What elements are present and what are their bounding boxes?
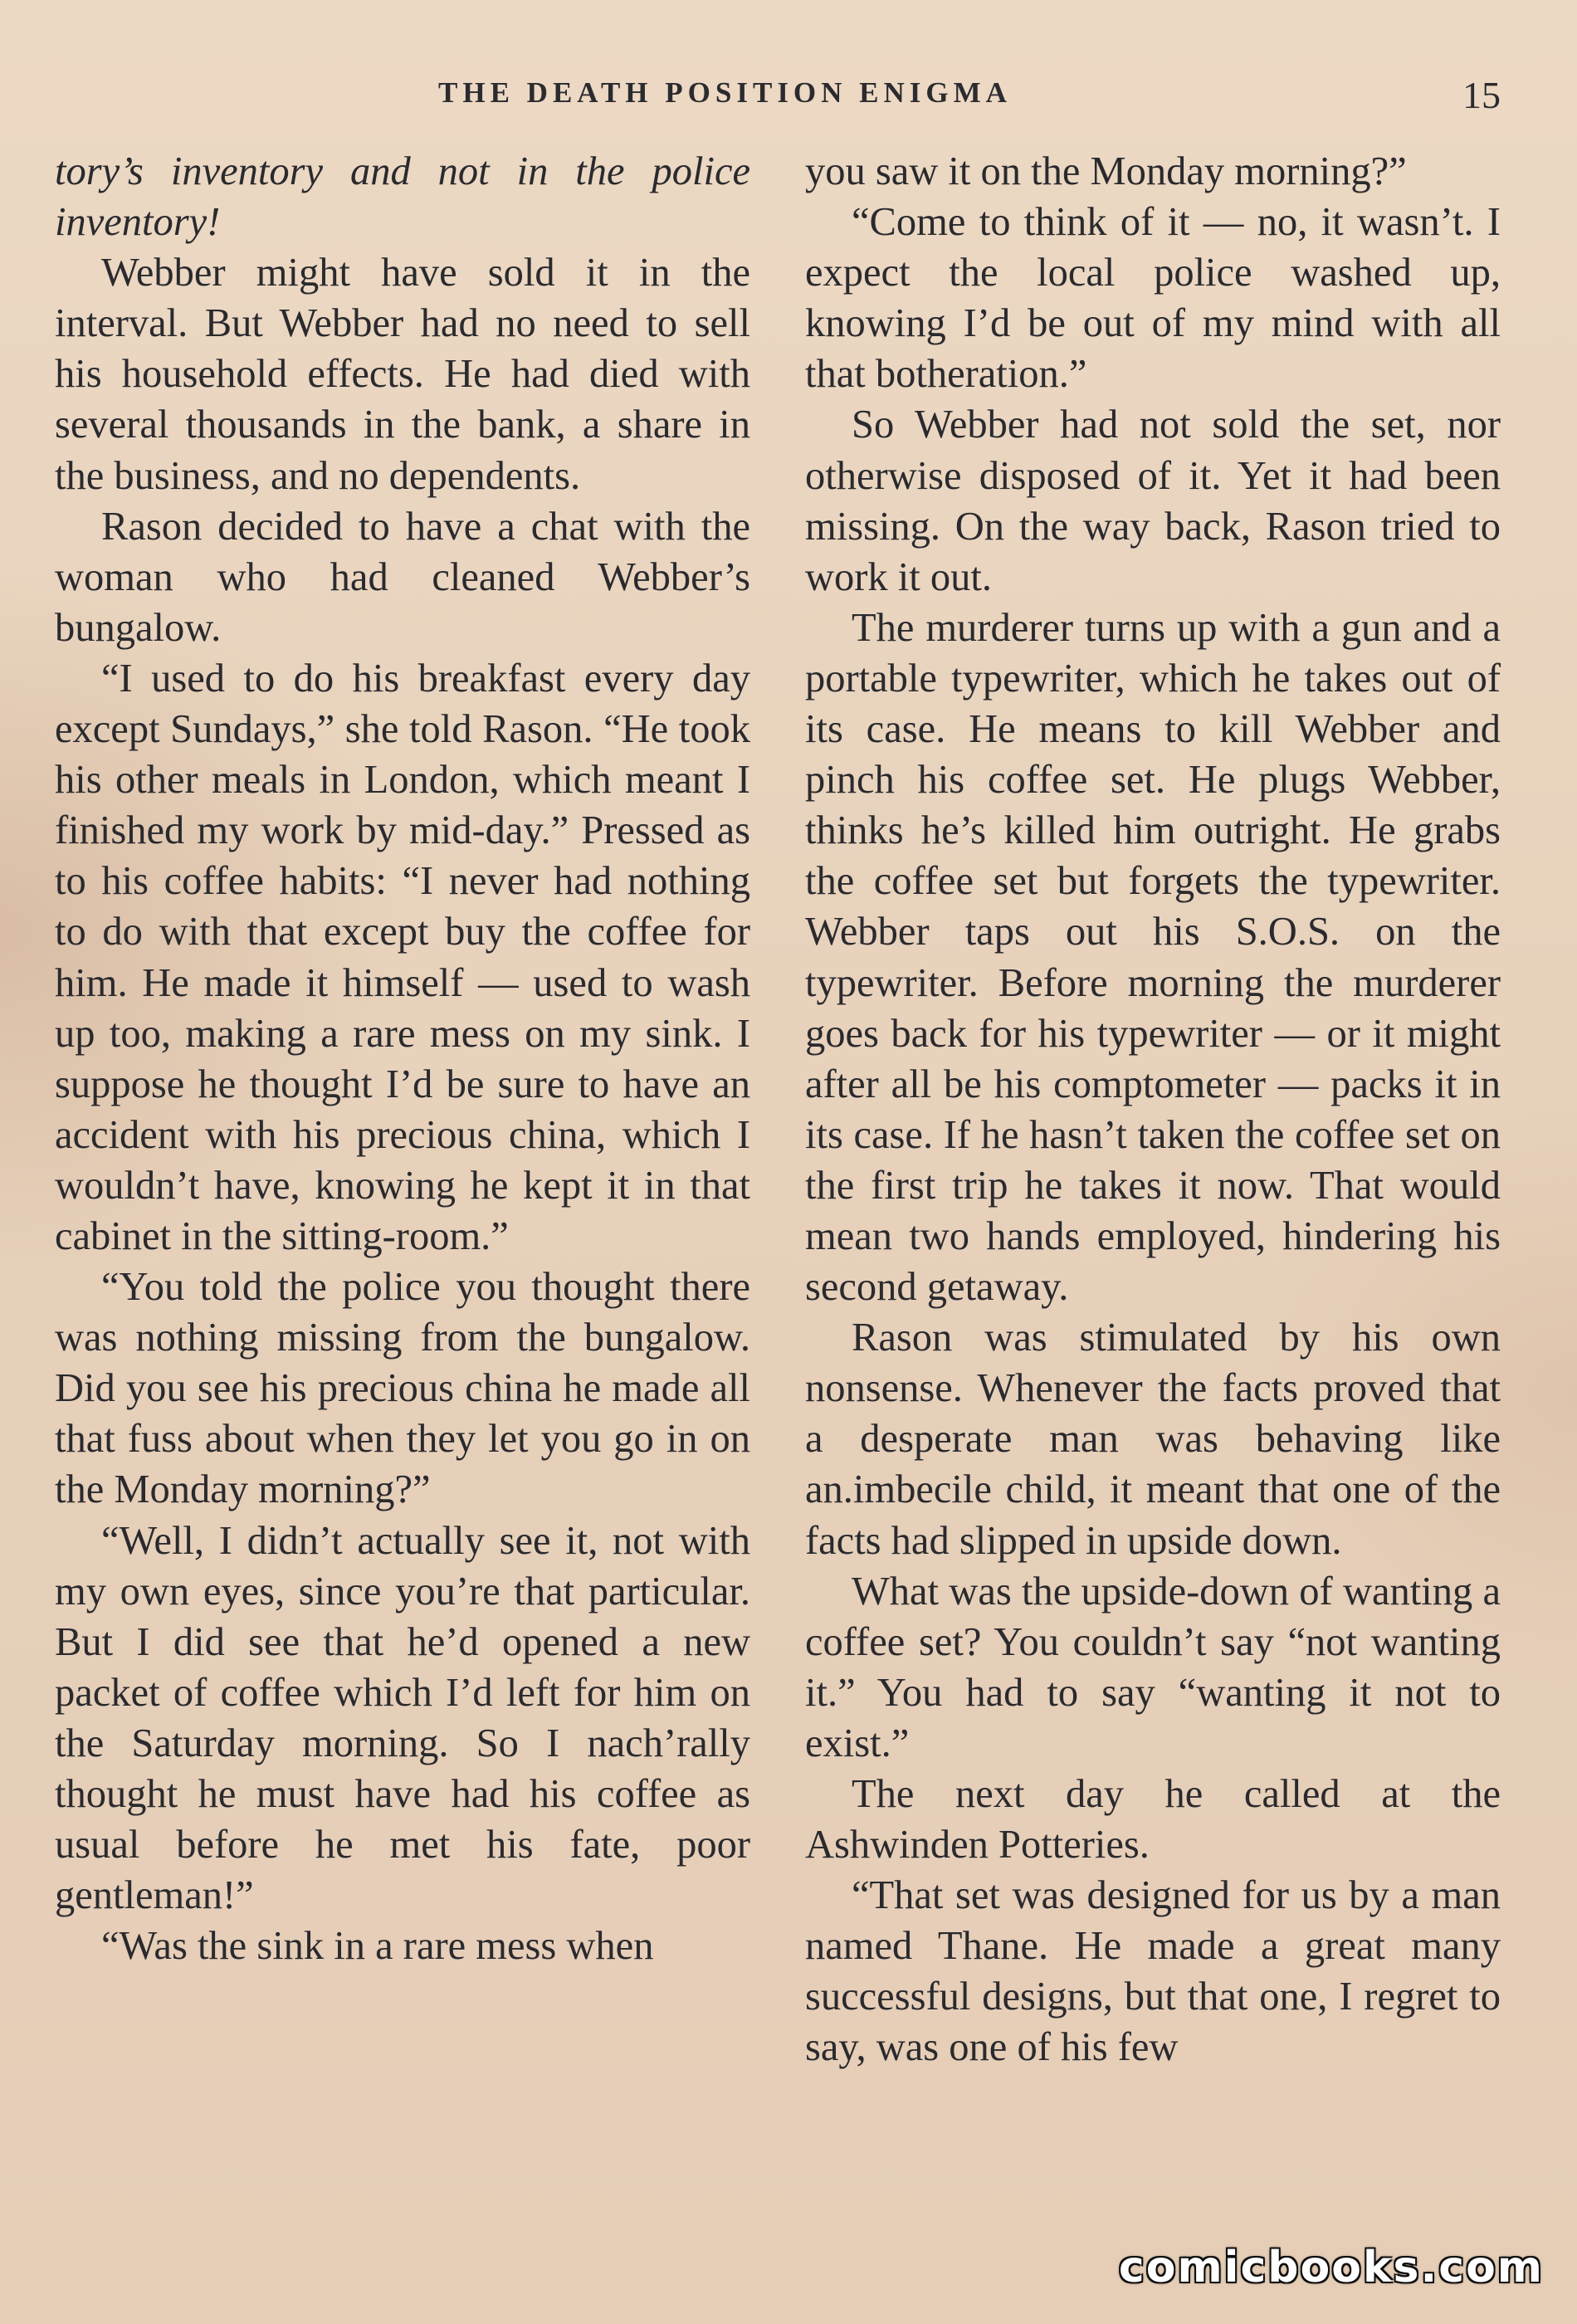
page-header [0,76,1577,126]
paragraph: The murderer turns up with a gun and a portable typewriter, which he takes out of its case. He means to kill Webber and pinch his coffee set. He plugs Webber, thinks he’s killed him outright. He grabs the coffee set but forgets the typewriter. Webber taps out his S.O.S. on the typewriter. Before morning the murderer goes back for his typewriter — or it might after all be his comptometer — packs it in its case. If he hasn’t taken the coffee set on the first trip he takes it now. That would mean two hands employed, hindering his second getaway. [805,605,1501,1310]
paragraph: Rason was stimulated by his own nonsense. Whenever the facts proved that a desperate man was behaving like an.imbecile child, it meant that one of the facts had slipped in upside down. [805,1316,1501,1563]
paragraph: tory’s inventory and not in the police inventory! [55,149,750,245]
paragraph: Rason decided to have a chat with the woman who had cleaned Webber’s bungalow. [55,504,750,650]
paragraph: you saw it on the Monday morning?” [805,149,1407,193]
paragraph: “I used to do his breakfast every day except Sundays,” she told Rason. “He took his other meals in London, which meant I finished my work by mid-day.” Pressed as to his coffee habits: “I never had nothing to do with that except buy the coffee for him. He made it himself — used to wash up too, making a rare mess on my sink. I suppose he thought I’d be sure to have an accident with his precious china, which I wouldn’t have, knowing he kept it in that cabinet in the sitting-room.” [55,656,750,1258]
left-column [55,146,750,1971]
watermark: comicbooks.com [1118,2243,1544,2292]
running-title: THE DEATH POSITION ENIGMA [438,76,1012,109]
paragraph: “Was the sink in a rare mess when [101,1924,654,1969]
paragraph: “You told the police you thought there was nothing missing from the bungalow. Did you see his precious china he made all that fuss about when they let you go in on the Monday morning?” [55,1265,750,1512]
paragraph: “Come to think of it — no, it wasn’t. I expect the local police washed up, knowing I’d be out of my mind with all that botheration.” [805,200,1501,397]
paragraph: What was the upside-down of wanting a coffee set? You couldn’t say “not wanting it.” You had to say “wanting it not to exist.” [805,1569,1501,1765]
paragraph: So Webber had not sold the set, nor otherwise disposed of it. Yet it had been missing. On the way back, Rason tried to work it out. [805,403,1501,599]
paragraph: “That set was designed for us by a man named Thane. He made a great many successful designs, but that one, I regret to say, was one of his few [805,1873,1501,2070]
paragraph: The next day he called at the Ashwinden Potteries. [805,1772,1501,1868]
page-number: 15 [1462,74,1501,116]
paragraph: “Well, I didn’t actually see it, not with my own eyes, since you’re that particular. But I did see that he’d opened a new packet of coffee which I’d left for him on the Saturday morning. So I nach’rally thought he must have had his coffee as usual before he met his fate, poor gentleman!” [55,1518,750,1918]
right-column [805,146,1501,2073]
paragraph: Webber might have sold it in the interval. But Webber had no need to sell his household effects. He had died with several thousands in the bank, a share in the business, and no dependents. [55,251,750,498]
